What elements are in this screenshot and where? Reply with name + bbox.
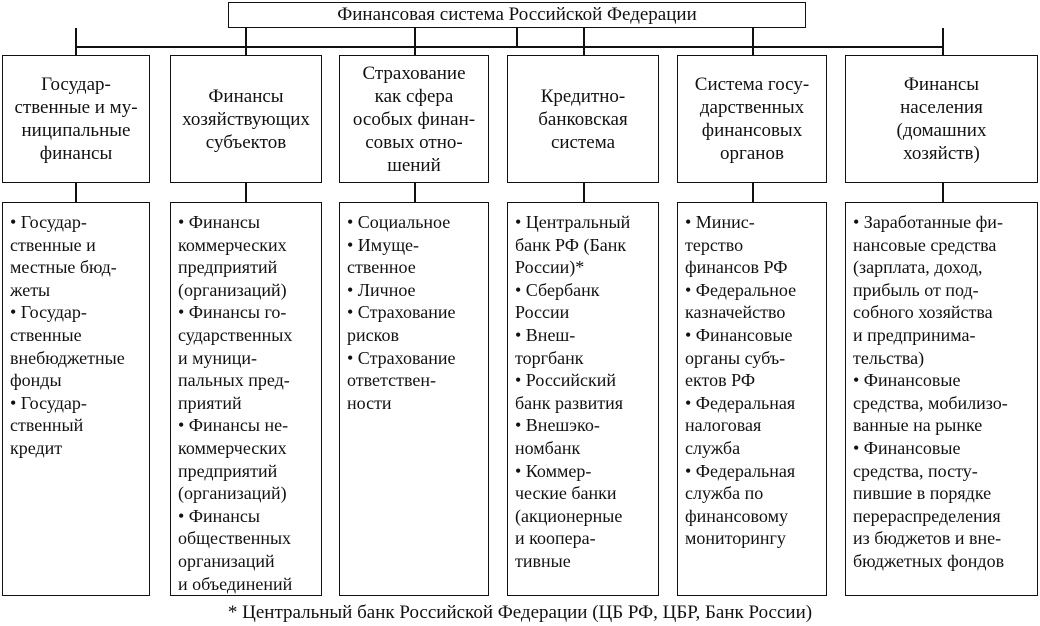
list-line: общественных [178,528,292,549]
list-line: средства, посту- [853,460,978,481]
heading-line: особых финан- [352,108,476,130]
column-heading-state-finance-bodies [677,55,827,183]
list-line: ектов РФ [685,370,756,391]
list-line: • Имуще- [347,234,420,255]
column-list-public-finance [2,202,150,596]
heading-line: ственные и му- [14,97,138,118]
list-line: ственные и [10,234,96,255]
list-line: жеты [10,279,51,300]
list-line: организаций [178,550,275,571]
column-list-state-finance-bodies [677,202,827,596]
list-line: • Коммер- [515,460,592,481]
heading-line: населения [900,97,983,118]
heading-line: Финансы [903,74,980,95]
heading-line: Финансы [208,85,284,107]
list-line: ванные на рынке [853,415,983,436]
list-line: кредит [10,437,63,458]
list-line: • Внешэко- [515,415,600,436]
list-line: из бюджетов и вне- [853,528,1002,549]
connector-list-3 [414,183,416,202]
list-line: (акционерные [515,505,623,526]
list-line: • Финансы го- [178,302,287,323]
list-line: и объединений [178,573,293,594]
heading-line: хозяйств) [903,143,980,164]
list-line: • Сбербанк [515,279,600,300]
list-line: • Финансовые [685,324,793,345]
list-line: • Центральный [515,212,631,232]
list-line: ственное [347,257,416,278]
list-line: служба [685,437,741,458]
connector-list-2 [245,183,247,202]
column-heading-insurance [339,55,489,183]
column-heading-public-finance [2,55,150,183]
list-line: • Федеральное [685,279,797,300]
list-line: (организаций) [178,279,287,300]
list-line: России [515,302,570,323]
column-list-insurance [339,202,489,596]
list-line: • Страхование [347,347,456,368]
list-line: нансовые средства [853,234,997,255]
list-line: ности [347,392,392,413]
list-line: торгбанк [515,347,584,368]
list-line: ственные [10,324,82,345]
list-line: и предпринима- [853,324,976,345]
list-line: • Государ- [10,302,87,323]
connector-col-4 [583,28,585,55]
column-heading-credit-banking [507,55,659,183]
list-line: собного хозяйства [853,302,993,323]
list-line: (организаций) [178,483,287,504]
heading-line: совых отно- [365,131,463,153]
list-line: мониторингу [685,528,786,549]
list-line: тельства) [853,347,925,368]
column-list-business-finance [170,202,322,596]
list-line: • Финансовые [853,437,961,458]
list-line: • Федеральная [685,392,796,413]
list-line: • Российский [515,370,617,391]
list-line: • Страхование [347,302,456,323]
list-line: банк РФ (Банк [515,234,627,255]
connector-bus [75,46,943,48]
connector-col-6 [942,28,944,55]
heading-line: субъектов [205,131,287,153]
list-line: тивные [515,550,571,571]
list-line: финансовому [685,505,788,526]
list-line: прибыль от под- [853,279,979,300]
heading-line: органов [720,143,784,164]
column-list-credit-banking [507,202,659,596]
list-line: • Финансы [178,505,260,526]
heading-line: Страхование [362,62,466,84]
list-line: • Заработанные фи- [853,212,1003,232]
list-line: (зарплата, доход, [853,257,983,278]
list-line: пившие в порядке [853,483,992,504]
list-line: финансов РФ [685,257,788,278]
list-line: • Финансы [178,212,260,232]
list-line: казначейство [685,302,786,323]
list-line: внебюджетные [10,347,125,368]
heading-line: ниципальные [21,120,131,141]
connector-list-5 [752,183,754,202]
heading-line: как сфера [374,85,454,107]
list-line: перераспределения [853,505,1001,526]
heading-line: Кредитно- [540,85,626,107]
list-line: номбанк [515,437,581,458]
list-line: местные бюд- [10,257,117,278]
list-line: и коопера- [515,528,596,549]
list-line: коммерческих [178,437,287,458]
footnote: * Центральный банк Российской Федерации (ЦБ РФ, ЦБР, Банк России) [227,602,813,623]
list-line: • Минис- [685,212,755,232]
list-line: органы субъ- [685,347,786,368]
connector-col-3 [414,28,416,55]
heading-line: Государ- [41,74,111,95]
connector-list-4 [583,183,585,202]
heading-line: финансы [39,143,113,164]
list-line: • Личное [347,279,416,300]
list-line: ственный [10,415,84,436]
column-heading-business-finance [170,55,322,183]
heading-line: (домашних [896,120,987,141]
root-title: Финансовая система Российской Федерации [337,4,697,25]
column-heading-household-finance [845,55,1038,183]
connector-col-2 [245,28,247,55]
list-line: • Федеральная [685,460,796,481]
list-line: • Государ- [10,392,87,413]
list-line: ческие банки [515,483,617,504]
list-line: предприятий [178,460,278,481]
connector-root-stem [516,28,518,47]
heading-line: Система госу- [694,74,810,95]
heading-line: финансовых [701,120,803,141]
list-line: бюджетных фондов [853,550,1005,571]
list-line: • Внеш- [515,324,576,345]
list-line: служба по [685,483,764,504]
list-line: и муници- [178,347,258,368]
list-line: банк развития [515,392,624,413]
list-line: • Финансы не- [178,415,289,436]
list-line: средства, мобилизо- [853,392,1008,413]
list-line: • Финансовые [853,370,961,391]
connector-col-1 [75,28,77,55]
root-node [228,2,806,28]
heading-line: банковская [538,108,628,130]
list-line: сударственных [178,324,293,345]
list-line: • Социальное [347,212,451,232]
list-line: пальных пред- [178,370,290,391]
heading-line: система [550,131,616,153]
list-line: рисков [347,324,399,345]
heading-line: дарственных [699,97,805,118]
list-line: приятий [178,392,242,413]
list-line: терство [685,234,744,255]
connector-list-1 [75,183,77,202]
heading-line: хозяйствующих [182,108,310,130]
list-line: коммерческих [178,234,287,255]
connector-list-6 [942,183,944,202]
list-line: России)* [515,257,585,278]
connector-col-5 [752,28,754,55]
list-line: ответствен- [347,370,436,391]
list-line: фонды [10,370,62,391]
column-list-household-finance [845,202,1038,596]
list-line: • Государ- [10,212,87,232]
list-line: предприятий [178,257,278,278]
list-line: налоговая [685,415,762,436]
heading-line: шений [387,154,441,176]
